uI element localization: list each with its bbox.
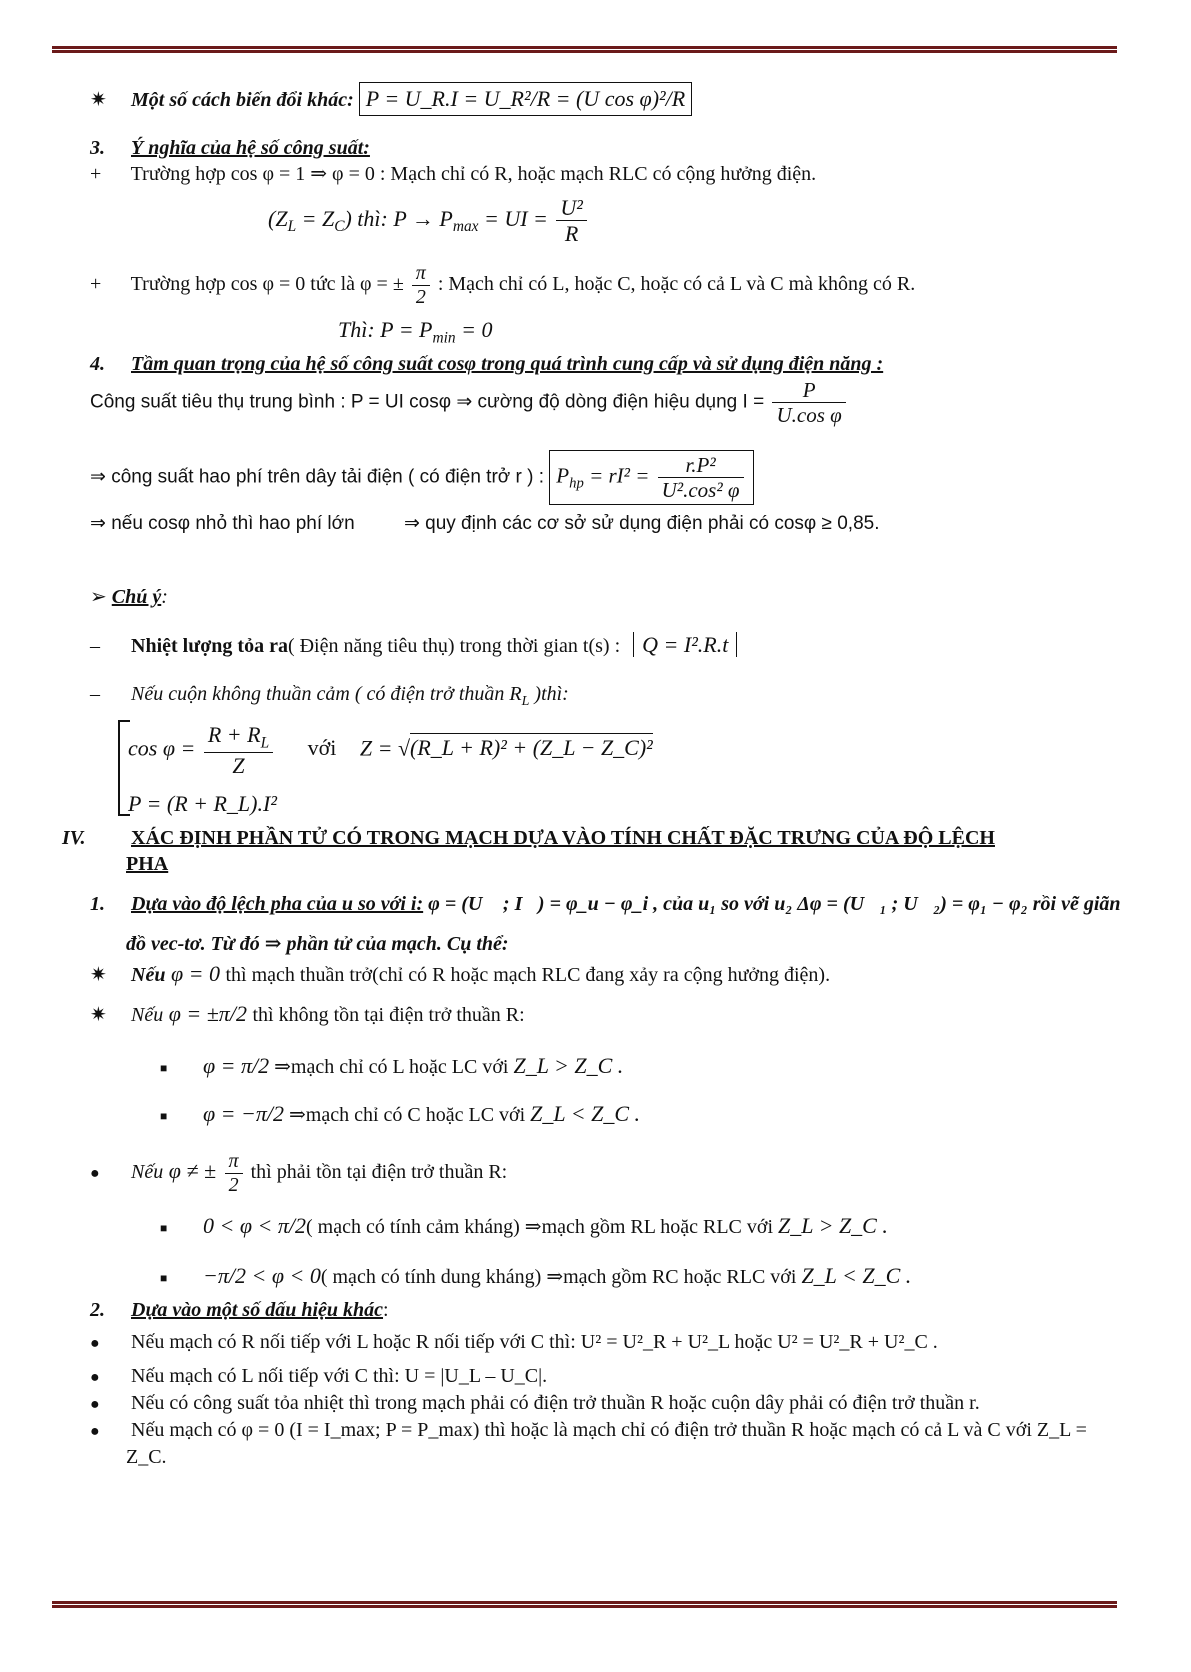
case-c-formula: φ ≠ ± bbox=[163, 1158, 222, 1184]
sign-3-text: Nếu có công suất tỏa nhiệt thì trong mạch phải có điện trở thuần R hoặc cuộn dây phải có điện trở thuần r. bbox=[131, 1392, 980, 1414]
loss-fraction bbox=[658, 453, 744, 502]
case-2-zero: = 0 bbox=[455, 317, 493, 342]
case-c2-cond: Z_L < Z_C . bbox=[801, 1263, 912, 1288]
sign-2-text: Nếu mạch có L nối tiếp với C thì: U = |U_L – U_C|. bbox=[131, 1365, 548, 1387]
sign-3-line bbox=[90, 1391, 980, 1416]
section-4-title: Tầm quan trọng của hệ số công suất cosφ trong quá trình cung cấp và sử dụng điện năng : bbox=[131, 353, 884, 375]
power-average-line bbox=[90, 378, 849, 427]
u2-numerator: U² bbox=[556, 195, 586, 221]
dot-bullet-d1: ● bbox=[90, 1335, 100, 1352]
phase-1-formula: φ = (U⃗ ; I⃗) = φ_u − φ_i , của u₁ so với u₂ Δφ = (U⃗₁ ; U⃗₂) = φ₁ − φ₂ rồi vẽ giãn bbox=[423, 893, 1121, 915]
case-b1-line bbox=[160, 1052, 623, 1080]
phase-2-title: Dựa vào một số dấu hiệu khác bbox=[131, 1299, 384, 1321]
sign-4-line2: Z_C. bbox=[126, 1446, 167, 1468]
power-loss-text: ⇒ công suất hao phí trên dây tải điện ( có điện trở r ) : bbox=[90, 466, 545, 488]
case-b1-formula: φ = π/2 bbox=[203, 1053, 270, 1078]
case-2-post: : Mạch chỉ có L, hoặc C, hoặc có cả L và C mà không có R. bbox=[437, 273, 916, 296]
case-b-line bbox=[90, 1000, 525, 1028]
case-c2-text: ( mạch có tính dung kháng) ⇒mạch gồm RC hoặc RLC với bbox=[320, 1266, 802, 1288]
current-numerator: P bbox=[772, 378, 845, 403]
section-3-number: 3. bbox=[90, 137, 105, 159]
phase-2-line bbox=[90, 1298, 389, 1323]
section-4-heading bbox=[90, 352, 883, 377]
heat-formula: Q = I².R.t bbox=[633, 632, 737, 657]
transform-label: Một số cách biến đổi khác: bbox=[131, 89, 354, 111]
cos-denominator: Z bbox=[232, 753, 245, 779]
conclusion-b: ⇒ quy định các cơ sở sử dụng điện phải có cosφ ≥ 0,85. bbox=[403, 513, 880, 534]
case-c2-line bbox=[160, 1262, 911, 1290]
case-2-line bbox=[90, 262, 915, 309]
dash-bullet: – bbox=[90, 635, 100, 657]
case-b2-formula: φ = −π/2 bbox=[203, 1101, 284, 1126]
section-IV-heading bbox=[62, 826, 995, 851]
phase-2-colon: : bbox=[383, 1299, 389, 1321]
case-1-text: Trường hợp cos φ = 1 ⇒ φ = 0 : Mạch chỉ có R, hoặc mạch RLC có cộng hưởng điện. bbox=[130, 163, 817, 185]
case-b1-text: ⇒mạch chỉ có L hoặc LC với bbox=[269, 1056, 514, 1078]
case-c-post: thì phải tồn tại điện trở thuần R: bbox=[250, 1161, 508, 1184]
loss-denominator: U².cos² φ bbox=[661, 478, 740, 503]
hp-subscript: hp bbox=[569, 475, 584, 492]
case-2-thi: Thì: P = P bbox=[338, 317, 433, 342]
pi-numerator: π bbox=[412, 262, 430, 286]
star-bullet: ✷ bbox=[90, 89, 107, 111]
case-1-eq: = Z bbox=[296, 205, 335, 231]
case-a-pre: Nếu bbox=[131, 964, 166, 986]
heat-bold: Nhiệt lượng tỏa ra bbox=[131, 635, 288, 657]
note-title: Chú ý bbox=[111, 586, 162, 608]
case-c1-text: ( mạch có tính cảm kháng) ⇒mạch gồm RL hoặc RLC với bbox=[306, 1216, 779, 1238]
sign-4-line bbox=[90, 1418, 1087, 1443]
plus-bullet-2: + bbox=[90, 273, 102, 296]
r-denominator: R bbox=[564, 221, 579, 247]
case-c1-line bbox=[160, 1212, 888, 1240]
conclusion-a: ⇒ nếu cosφ nhỏ thì hao phí lớn bbox=[90, 513, 355, 534]
case-1-line bbox=[90, 162, 816, 187]
case-b-formula: φ = ±π/2 bbox=[163, 1001, 253, 1026]
current-denominator: U.cos φ bbox=[776, 403, 842, 428]
transform-line bbox=[90, 82, 692, 116]
phase-1-title: Dựa vào độ lệch pha của u so với i: bbox=[131, 893, 424, 915]
power-average-text: Công suất tiêu thụ trung bình : P = UI cosφ ⇒ cường độ dòng điện hiệu dụng I = bbox=[90, 391, 770, 413]
loss-numerator: r.P² bbox=[658, 453, 744, 478]
voi-text: với bbox=[307, 735, 337, 761]
dash-bullet-2: – bbox=[90, 683, 100, 705]
z-root: (R_L + R)² + (Z_L − Z_C)² bbox=[410, 735, 653, 761]
case-c1-formula: 0 < φ < π/2 bbox=[203, 1213, 306, 1238]
phase-2-number: 2. bbox=[90, 1299, 105, 1321]
transform-formula: P = U_R.I = U_R²/R = (U cos φ)²/R bbox=[359, 82, 692, 116]
note-heading bbox=[90, 585, 168, 610]
case-c-fraction bbox=[225, 1150, 243, 1197]
ri2-text: = rI² = bbox=[583, 463, 655, 488]
bottom-rule bbox=[52, 1601, 1117, 1608]
case-2-min: min bbox=[432, 329, 456, 347]
star-bullet-b: ✷ bbox=[90, 1004, 107, 1026]
case-2-pre: Trường hợp cos φ = 0 tức là φ = ± bbox=[130, 273, 404, 296]
top-rule bbox=[52, 46, 1117, 53]
section-3-title: Ý nghĩa của hệ số công suất: bbox=[131, 137, 370, 159]
p-symbol: P bbox=[556, 463, 570, 488]
dot-bullet: ● bbox=[90, 1165, 100, 1183]
case-b2-cond: Z_L < Z_C . bbox=[530, 1101, 640, 1126]
case-b-pre: Nếu bbox=[131, 1004, 164, 1026]
sign-1-line bbox=[90, 1330, 938, 1355]
case-b1-cond: Z_L > Z_C . bbox=[513, 1053, 624, 1078]
dot-bullet-d2: ● bbox=[90, 1369, 100, 1386]
case-b2-line bbox=[160, 1100, 640, 1128]
case-b2-text: ⇒mạch chỉ có C hoặc LC với bbox=[284, 1104, 531, 1126]
square-bullet-3: ■ bbox=[160, 1220, 168, 1235]
section-IV-number: IV. bbox=[62, 827, 86, 849]
u2-over-r-fraction bbox=[556, 195, 586, 247]
coil-line bbox=[90, 682, 569, 711]
case-b-post: thì không tồn tại điện trở thuần R: bbox=[252, 1004, 525, 1026]
pi-over-2-fraction bbox=[412, 262, 430, 309]
case-c1-cond: Z_L > Z_C . bbox=[778, 1213, 888, 1238]
coil-sub: L bbox=[521, 694, 530, 709]
arrow-bullet: ➢ bbox=[90, 586, 107, 608]
two-denominator: 2 bbox=[415, 286, 426, 308]
square-bullet-4: ■ bbox=[160, 1270, 168, 1285]
phase-1-number: 1. bbox=[90, 893, 105, 915]
section-3-heading bbox=[90, 136, 370, 161]
section-4-number: 4. bbox=[90, 353, 105, 375]
square-bullet: ■ bbox=[160, 1060, 168, 1075]
heat-line bbox=[90, 631, 737, 659]
heat-rest: ( Điện năng tiêu thụ) trong thời gian t(s) : bbox=[287, 635, 621, 657]
case-1-result: $(Z_L = Z_C)$ thì: $P \to P_{max}$ = UI = $\frac{\text{U²}}{R}$ bbox=[268, 195, 590, 247]
cos-lhs: cos φ = bbox=[128, 735, 201, 761]
square-bullet-2: ■ bbox=[160, 1108, 168, 1123]
section-IV-title: XÁC ĐỊNH PHẦN TỬ CÓ TRONG MẠCH DỰA VÀO TÍNH CHẤT ĐẶC TRƯNG CỦA ĐỘ LỆCH bbox=[131, 827, 995, 849]
sign-1-text: Nếu mạch có R nối tiếp với L hoặc R nối tiếp với C thì: U² = U²_R + U²_L hoặc U² = U²_R + U²_C . bbox=[131, 1331, 938, 1353]
dot-bullet-d3: ● bbox=[90, 1396, 100, 1413]
case-c-pre: Nếu bbox=[131, 1161, 164, 1184]
case-1-ui: = UI = bbox=[478, 205, 554, 231]
dot-bullet-d4: ● bbox=[90, 1423, 100, 1440]
case-a-post: thì mạch thuần trở(chỉ có R hoặc mạch RLC đang xảy ra cộng hưởng điện). bbox=[225, 964, 831, 986]
case-a-formula: φ = 0 bbox=[165, 961, 226, 986]
sign-2-line bbox=[90, 1364, 547, 1389]
case-c-pi: π bbox=[225, 1150, 243, 1174]
cos-fraction bbox=[204, 722, 273, 778]
case-1-max: max bbox=[452, 218, 479, 236]
case-c-line bbox=[90, 1150, 507, 1197]
case-2-result bbox=[338, 316, 492, 348]
phase-1-line bbox=[90, 892, 1121, 917]
power-coil-formula: P = (R + R_L).I² bbox=[128, 791, 277, 816]
power-loss-formula bbox=[549, 450, 753, 505]
case-1-thi: ) thì: P → P bbox=[344, 205, 453, 231]
z-lhs: Z = √ bbox=[359, 735, 411, 761]
case-1-zl: (Z bbox=[268, 205, 288, 231]
case-a-line bbox=[90, 960, 830, 988]
phase-1-line2: đồ vec-tơ. Từ đó ⇒ phần tử của mạch. Cụ thể: bbox=[126, 933, 509, 955]
star-bullet-a: ✷ bbox=[90, 964, 107, 986]
power-loss-line bbox=[90, 450, 754, 505]
sign-4-text: Nếu mạch có φ = 0 (I = I_max; P = P_max) thì hoặc là mạch chỉ có điện trở thuần R hoặc mạch có cả L và C với Z_L = bbox=[131, 1419, 1087, 1441]
note-colon: : bbox=[161, 586, 168, 608]
coil-post: )thì: bbox=[529, 683, 569, 705]
conclusion-line bbox=[90, 512, 880, 536]
coil-text: Nếu cuộn không thuần cảm ( có điện trở thuần R bbox=[131, 683, 522, 705]
cos-numerator: $R + R_L$ bbox=[204, 722, 273, 753]
plus-bullet: + bbox=[90, 163, 102, 185]
case-c-two: 2 bbox=[228, 1174, 239, 1196]
cos-formula-line bbox=[128, 722, 653, 778]
section-IV-title-2: PHA bbox=[126, 853, 169, 875]
case-c2-formula: −π/2 < φ < 0 bbox=[203, 1263, 321, 1288]
current-fraction bbox=[772, 378, 845, 427]
